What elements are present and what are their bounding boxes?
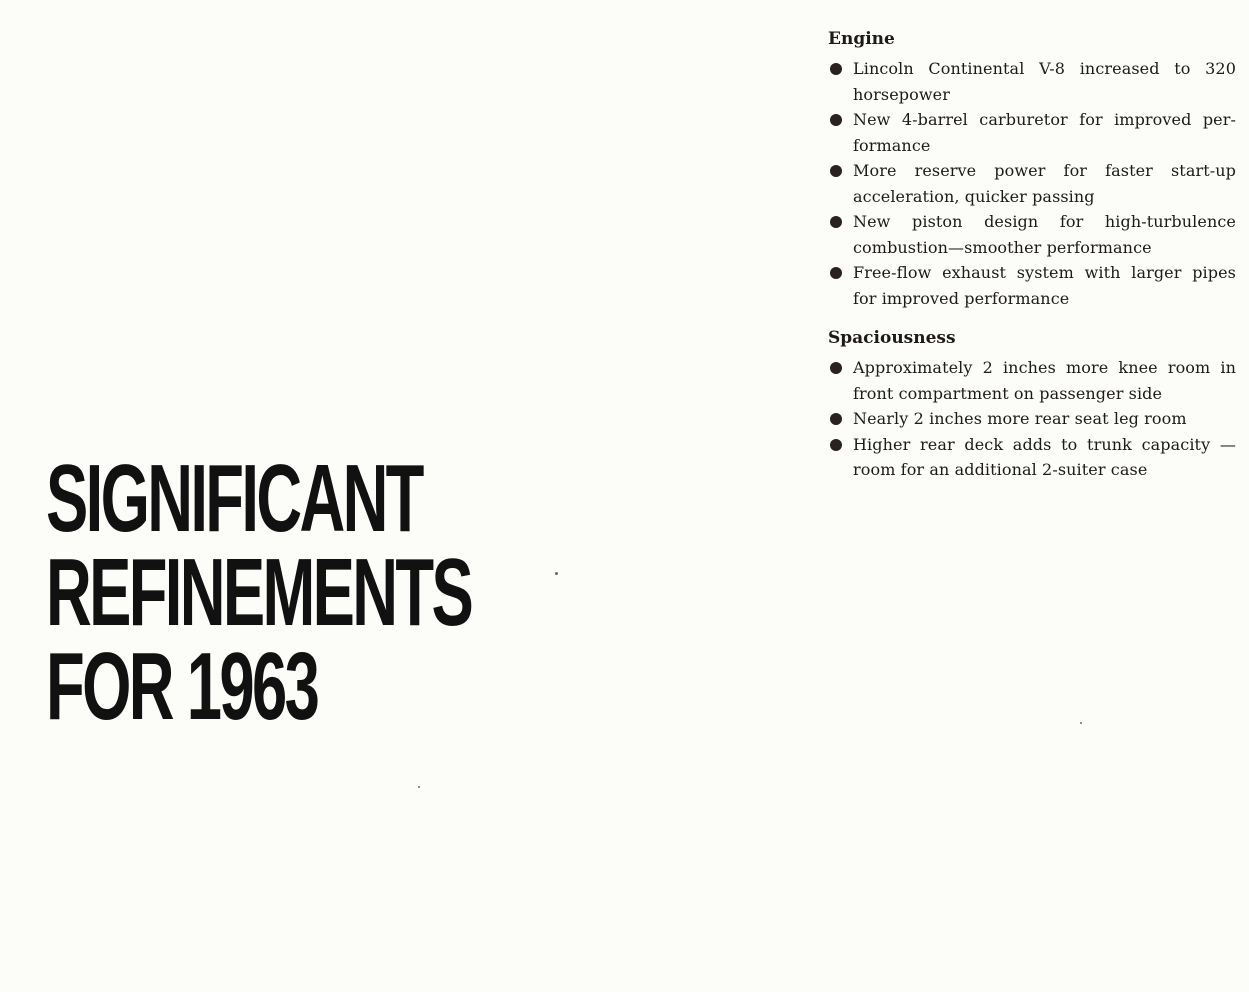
bullet-dot-icon xyxy=(830,413,842,425)
section-title: Engine xyxy=(828,29,895,49)
bullet-dot-icon xyxy=(830,114,842,126)
bullet-dot-icon xyxy=(830,165,842,177)
list-item xyxy=(828,432,1236,483)
list-item xyxy=(828,355,1236,406)
list-item-text: Free-flow exhaust system with larger pipes for improved performance xyxy=(853,263,1236,308)
bullet-dot-icon xyxy=(830,216,842,228)
list-item xyxy=(828,107,1236,158)
list-item-text: New 4-barrel carburetor for improved per-formance xyxy=(853,110,1236,155)
bullet-dot-icon xyxy=(830,439,842,451)
headline-line: SIGNIFICANT xyxy=(46,445,422,552)
paper-speck xyxy=(1080,722,1082,724)
list-item-text: Nearly 2 inches more rear seat leg room xyxy=(853,409,1187,428)
list-item xyxy=(828,56,1236,107)
headline-line: REFINEMENTS xyxy=(46,539,472,646)
feature-list xyxy=(828,26,1236,483)
paper-speck xyxy=(418,786,420,788)
list-item-text: New piston design for high-turbulence combustion—smoother performance xyxy=(853,212,1236,257)
bullet-dot-icon xyxy=(830,362,842,374)
engine-section xyxy=(828,26,1236,311)
list-item-text: Lincoln Continental V-8 increased to 320 horsepower xyxy=(853,59,1236,104)
list-item xyxy=(828,260,1236,311)
headline xyxy=(46,445,472,740)
list-item-text: More reserve power for faster start-up acceleration, quicker passing xyxy=(853,161,1236,206)
section-title: Spaciousness xyxy=(828,328,956,348)
list-item xyxy=(828,209,1236,260)
bullet-dot-icon xyxy=(830,63,842,75)
bullet-dot-icon xyxy=(830,267,842,279)
spaciousness-section xyxy=(828,325,1236,483)
list-item xyxy=(828,158,1236,209)
paper-speck xyxy=(555,572,558,575)
list-item-text: Approximately 2 inches more knee room in front compartment on passenger side xyxy=(853,358,1236,403)
bullet-list xyxy=(828,56,1236,311)
headline-line: FOR 1963 xyxy=(46,633,318,740)
list-item xyxy=(828,406,1236,432)
list-item-text: Higher rear deck adds to trunk capacity —room for an additional 2-suiter case xyxy=(853,434,1236,479)
bullet-list xyxy=(828,355,1236,483)
